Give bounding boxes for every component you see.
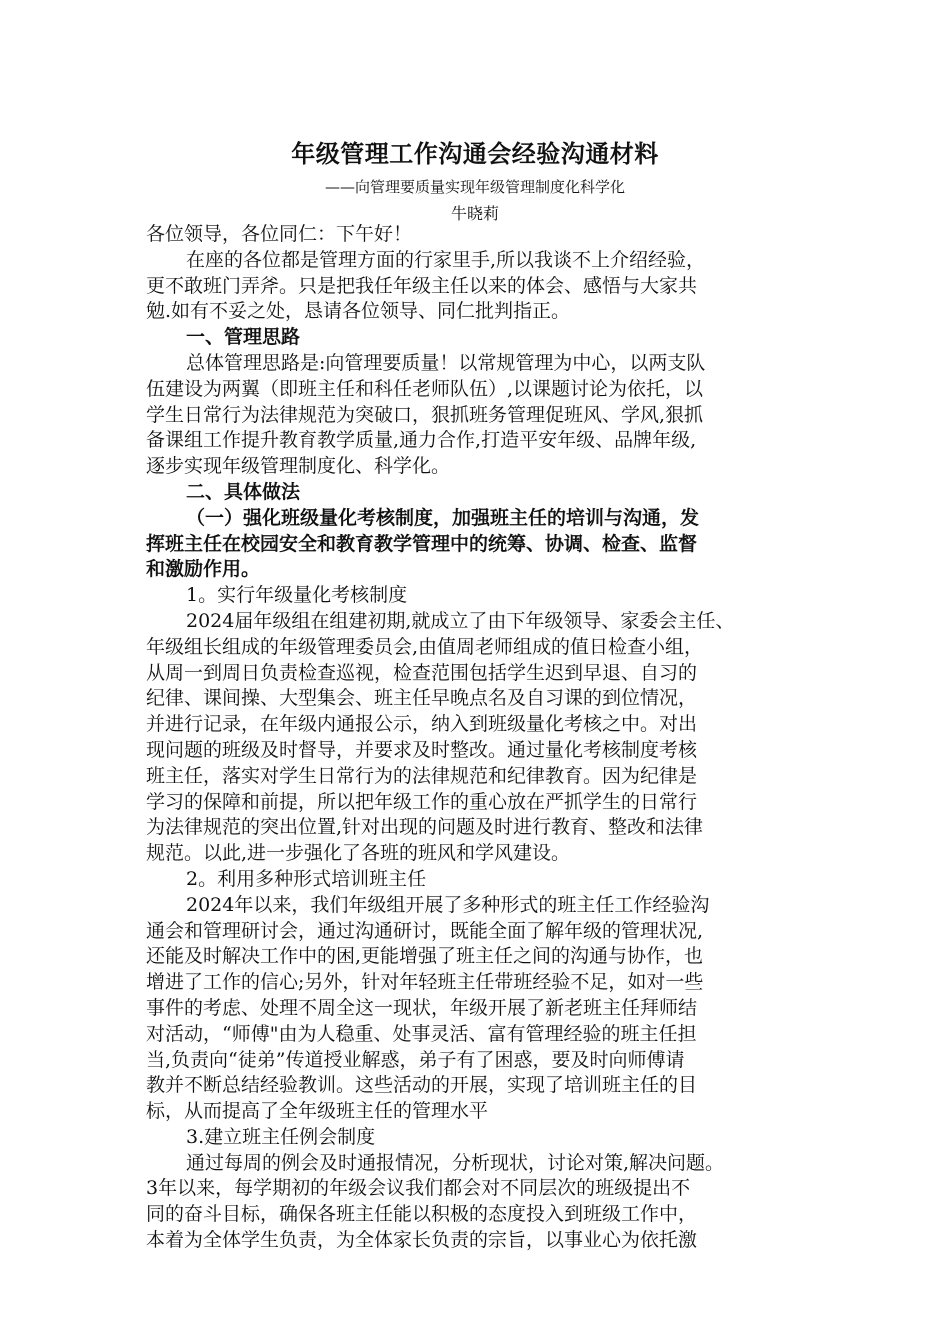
document-subtitle: ——向管理要质量实现年级管理制度化科学化 [324,178,625,196]
paragraph-line: 为法律规范的突出位置,针对出现的问题及时进行教育、整改和法律 [146,816,704,839]
paragraph-line: 从周一到周日负责检查巡视，检查范围包括学生迟到早退、自习的 [146,661,698,684]
paragraph-line: 学习的保障和前提，所以把年级工作的重心放在严抓学生的日常行 [146,790,698,813]
paragraph-line: 纪律、课间操、大型集会、班主任早晚点名及自习课的到位情况， [146,687,698,710]
paragraph-line: 并进行记录，在年级内通报公示，纳入到班级量化考核之中。对出 [146,713,698,736]
paragraph-line: 3.建立班主任例会制度 [186,1125,376,1148]
paragraph-line: 伍建设为两翼（即班主任和科任老师队伍）,以课题讨论为依托，以 [146,377,704,400]
paragraph-line: 对活动，“师傅"由为人稳重、处事灵活、富有管理经验的班主任担 [146,1022,697,1045]
section-heading-line: （一）强化班级量化考核制度，加强班主任的培训与沟通，发 [186,506,700,529]
paragraph-line: 教并不断总结经验教训。这些活动的开展，实现了培训班主任的目 [146,1074,698,1097]
paragraph-line: 规范。以此,进一步强化了各班的班风和学风建设。 [146,842,571,865]
document-title: 年级管理工作沟通会经验沟通材料 [291,139,659,168]
paragraph-line: 年级组长组成的年级管理委员会,由值周老师组成的值日检查小组， [146,635,704,658]
paragraph-line: 3年以来，每学期初的年级会议我们都会对不同层次的班级提出不 [146,1177,691,1200]
paragraph-line: 1。实行年级量化考核制度 [186,584,408,607]
paragraph-line: 本着为全体学生负责，为全体家长负责的宗旨，以事业心为依托激 [146,1229,698,1252]
document-author: 牛晓莉 [450,204,499,223]
paragraph-line: 总体管理思路是:向管理要质量！以常规管理为中心，以两支队 [186,351,706,374]
paragraph-line: 班主任，落实对学生日常行为的法律规范和纪律教育。因为纪律是 [146,764,698,787]
paragraph-line: 增进了工作的信心;另外，针对年轻班主任带班经验不足，如对一些 [146,971,704,994]
paragraph-line: 还能及时解决工作中的困,更能增强了班主任之间的沟通与协作，也 [146,945,704,968]
paragraph-line: 通会和管理研讨会，通过沟通研讨，既能全面了解年级的管理状况, [146,919,704,942]
section-heading-line: 一、管理思路 [186,326,301,349]
paragraph-line: 勉.如有不妥之处，恳请各位领导、同仁批判指正。 [146,300,571,323]
paragraph-line: 事件的考虑、处理不周全这一现状，年级开展了新老班主任拜师结 [146,996,698,1019]
paragraph-line: 各位领导，各位同仁：下午好！ [146,223,413,245]
paragraph-line: 通过每周的例会及时通报情况，分析现状，讨论对策,解决问题。 [186,1151,725,1174]
document-body [146,222,810,1254]
paragraph-line: 在座的各位都是管理方面的行家里手,所以我谈不上介绍经验， [186,248,706,271]
paragraph-line: 2024年以来，我们年级组开展了多种形式的班主任工作经验沟 [186,893,710,916]
paragraph-line: 现问题的班级及时督导，并要求及时整改。通过量化考核制度考核 [146,738,698,761]
paragraph-line: 同的奋斗目标，确保各班主任能以积极的态度投入到班级工作中， [146,1203,698,1226]
paragraph-line: 2。利用多种形式培训班主任 [186,867,427,890]
paragraph-line: 2024届年级组在组建初期,就成立了由下年级领导、家委会主任、 [186,609,735,632]
paragraph-line: 备课组工作提升教育教学质量,通力合作,打造平安年级、品牌年级, [146,429,697,452]
section-heading-line: 挥班主任在校园安全和教育教学管理中的统筹、协调、检查、监督 [146,532,698,555]
paragraph-line: 当,负责向“徒弟”传道授业解惑，弟子有了困惑，要及时向师傅请 [146,1048,685,1071]
paragraph-line: 标，从而提高了全年级班主任的管理水平 [146,1100,489,1123]
section-heading-line: 和激励作用。 [146,558,261,581]
paragraph-line: 逐步实现年级管理制度化、科学化。 [146,455,451,478]
section-heading-line: 二、具体做法 [186,480,301,503]
paragraph-line: 更不敢班门弄斧。只是把我任年级主任以来的体会、感悟与大家共 [146,274,698,297]
paragraph-line: 学生日常行为法律规范为突破口，狠抓班务管理促班风、学风,狠抓 [146,403,704,426]
